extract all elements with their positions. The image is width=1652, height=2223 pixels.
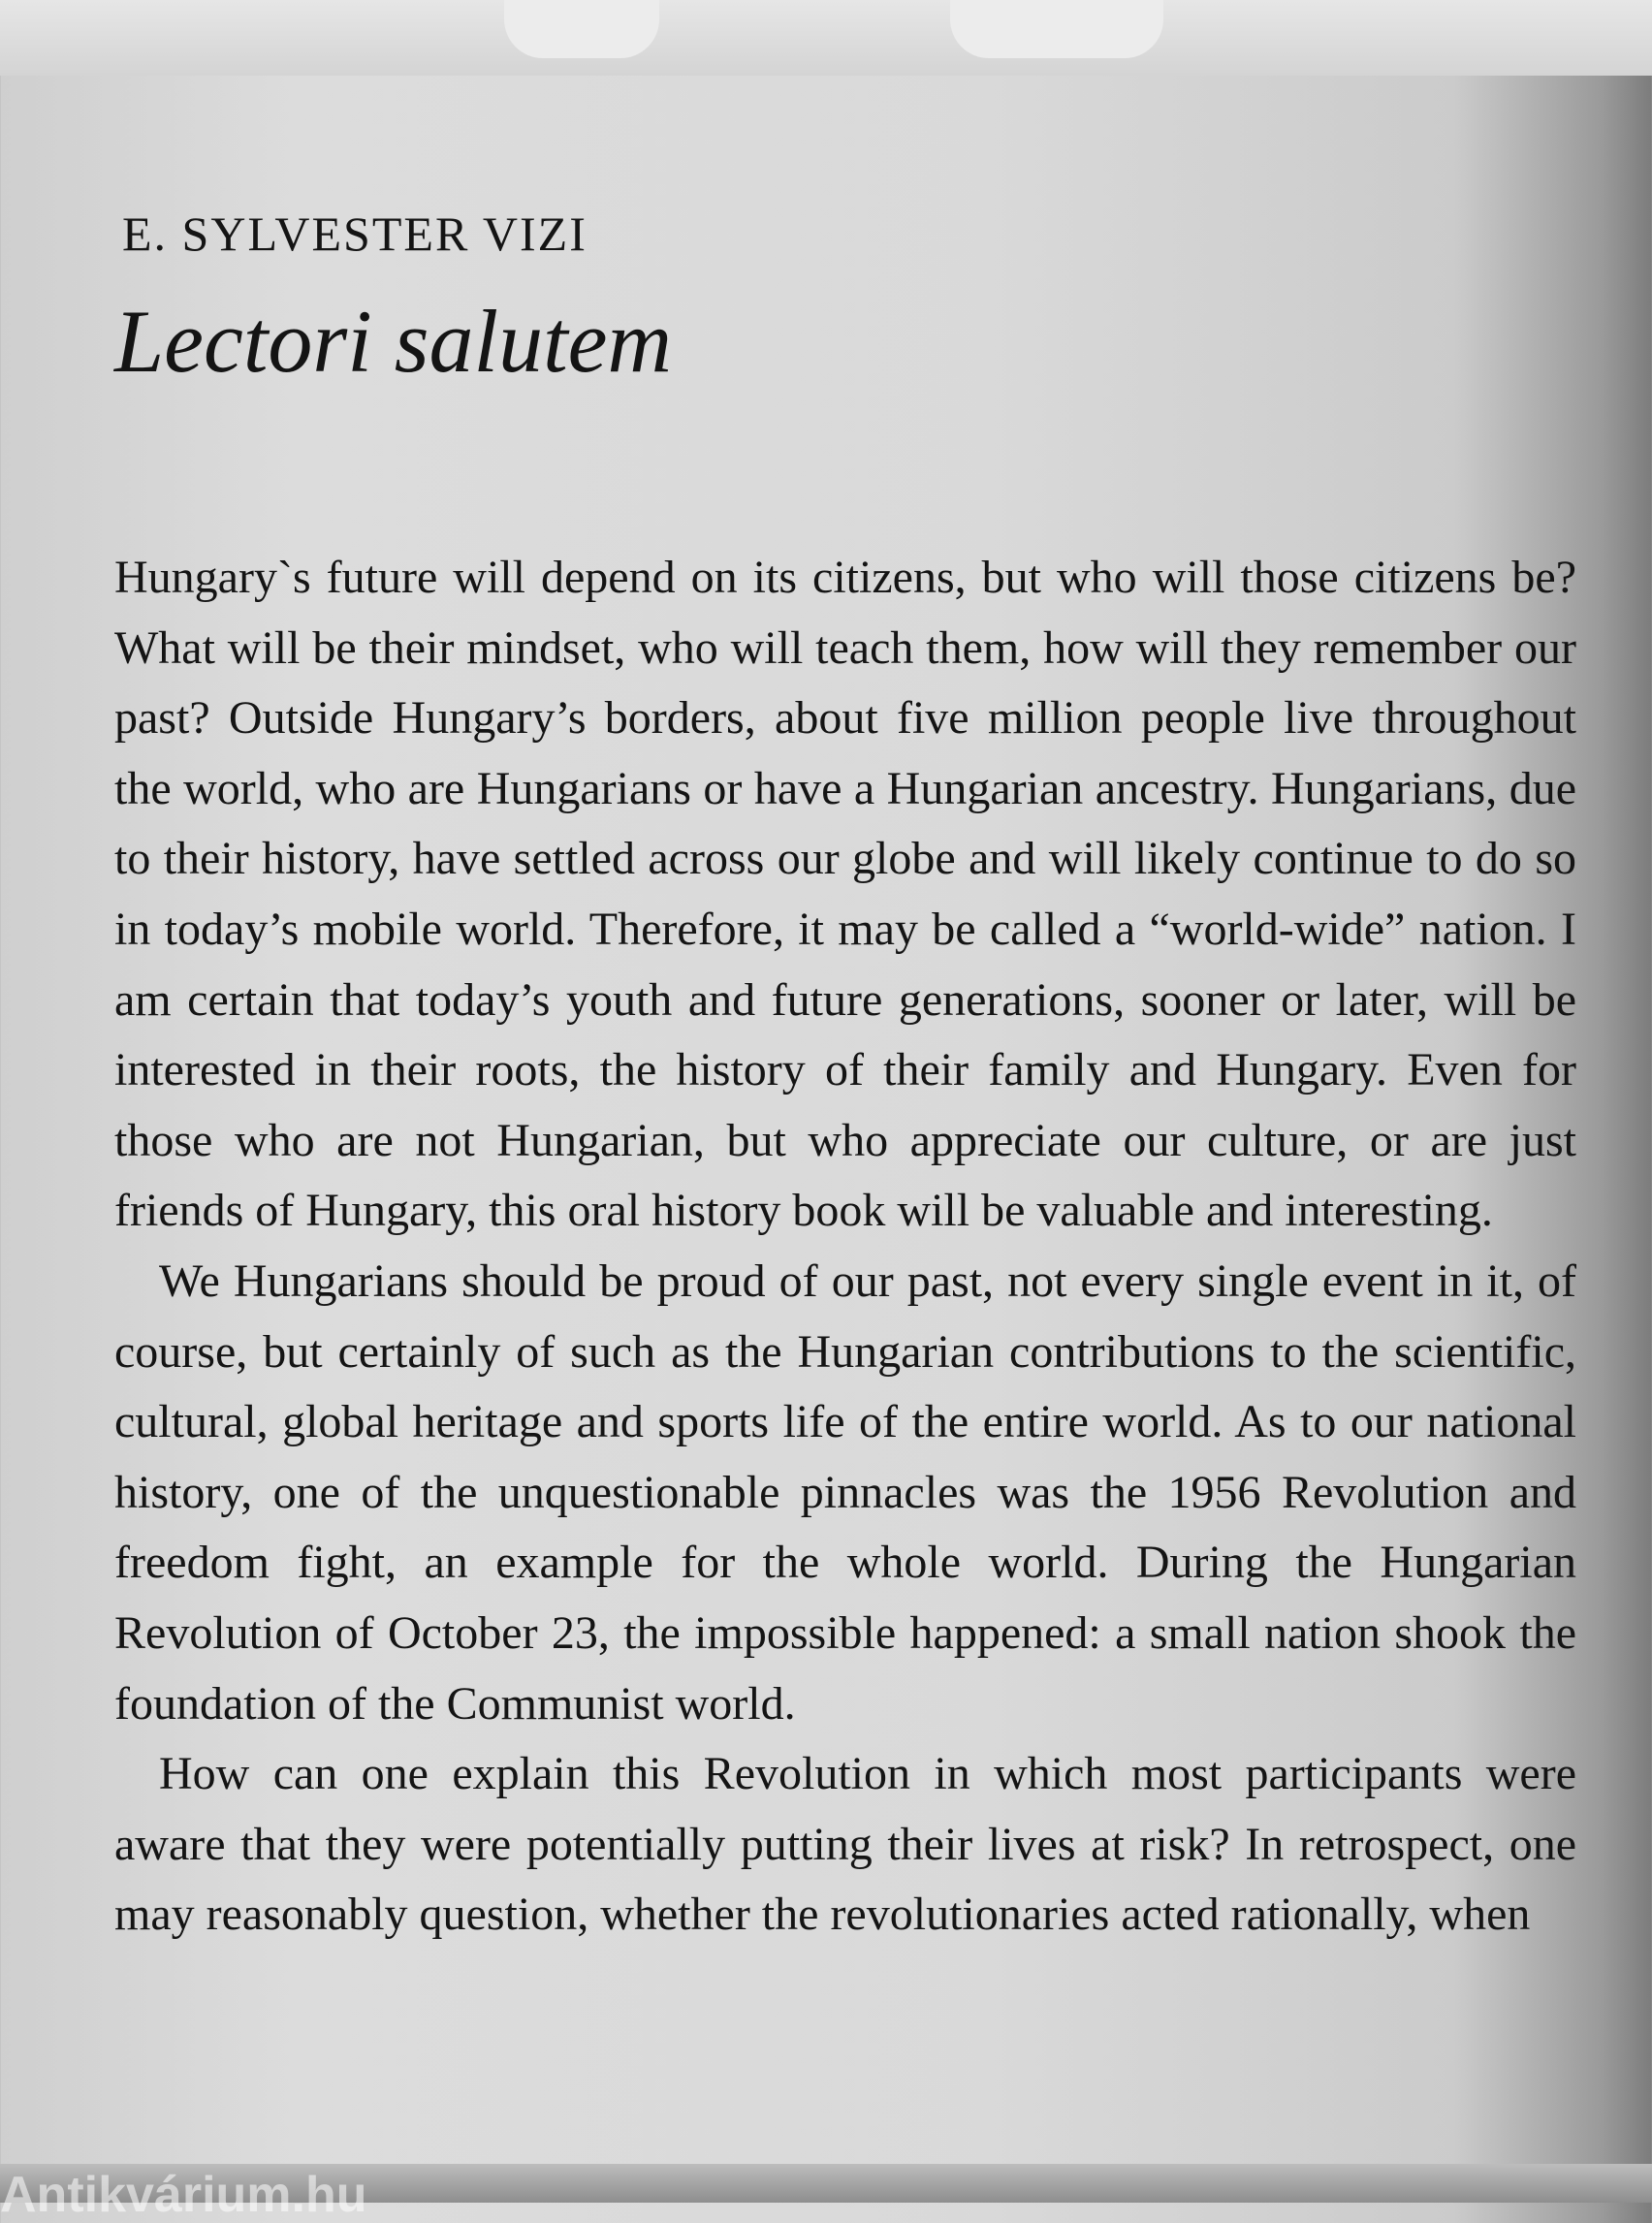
paragraph-1: Hungary`s future will depend on its citizens, but who will those citizens be? What will be their mindset, who will teach them, how will they remember our past? Outside Hungary’s borders, about five million people live throughout the world, who are Hungarians or have a Hungarian ancestry. Hungarians, due to their history, have settled across our globe and will likely continue to do so in today’s mobile world. Therefore, it may be called a “world-wide” nation. I am certain that today’s youth and future generations, sooner or later, will be interested in their roots, the history of their family and Hungary. Even for those who are not Hungarian, but who appreciate our culture, or are just friends of Hungary, this oral history book will be valuable and interesting.: [114, 552, 1576, 1237]
author-name: E. SYLVESTER VIZI: [122, 206, 588, 261]
body-text: [114, 543, 1576, 1951]
page-top-shadow: [0, 0, 1652, 76]
decorative-shape: [950, 0, 1163, 58]
decorative-shape: [504, 0, 659, 58]
paragraph-2: We Hungarians should be proud of our past, not every single event in it, of course, but certainly of such as the Hungarian contributions to the scientific, cultural, global heritage and sports life of the entire world. As to our national history, one of the unquestionable pinnacles was the 1956 Revolution and freedom fight, an example for the whole world. During the Hungarian Revolution of October 23, the impossible happened: a small nation shook the foundation of the Communist world.: [114, 1254, 1576, 1730]
chapter-title: Lectori salutem: [114, 292, 672, 391]
watermark: Antikvárium.hu: [0, 2167, 367, 2223]
book-page: [114, 194, 1576, 1951]
paragraph-3: How can one explain this Revolution in which most participants were aware that they were potentially putting their lives at risk? In retrospect, one may reasonably question, whether the revolutionaries acted rationally, when: [114, 1748, 1576, 1941]
